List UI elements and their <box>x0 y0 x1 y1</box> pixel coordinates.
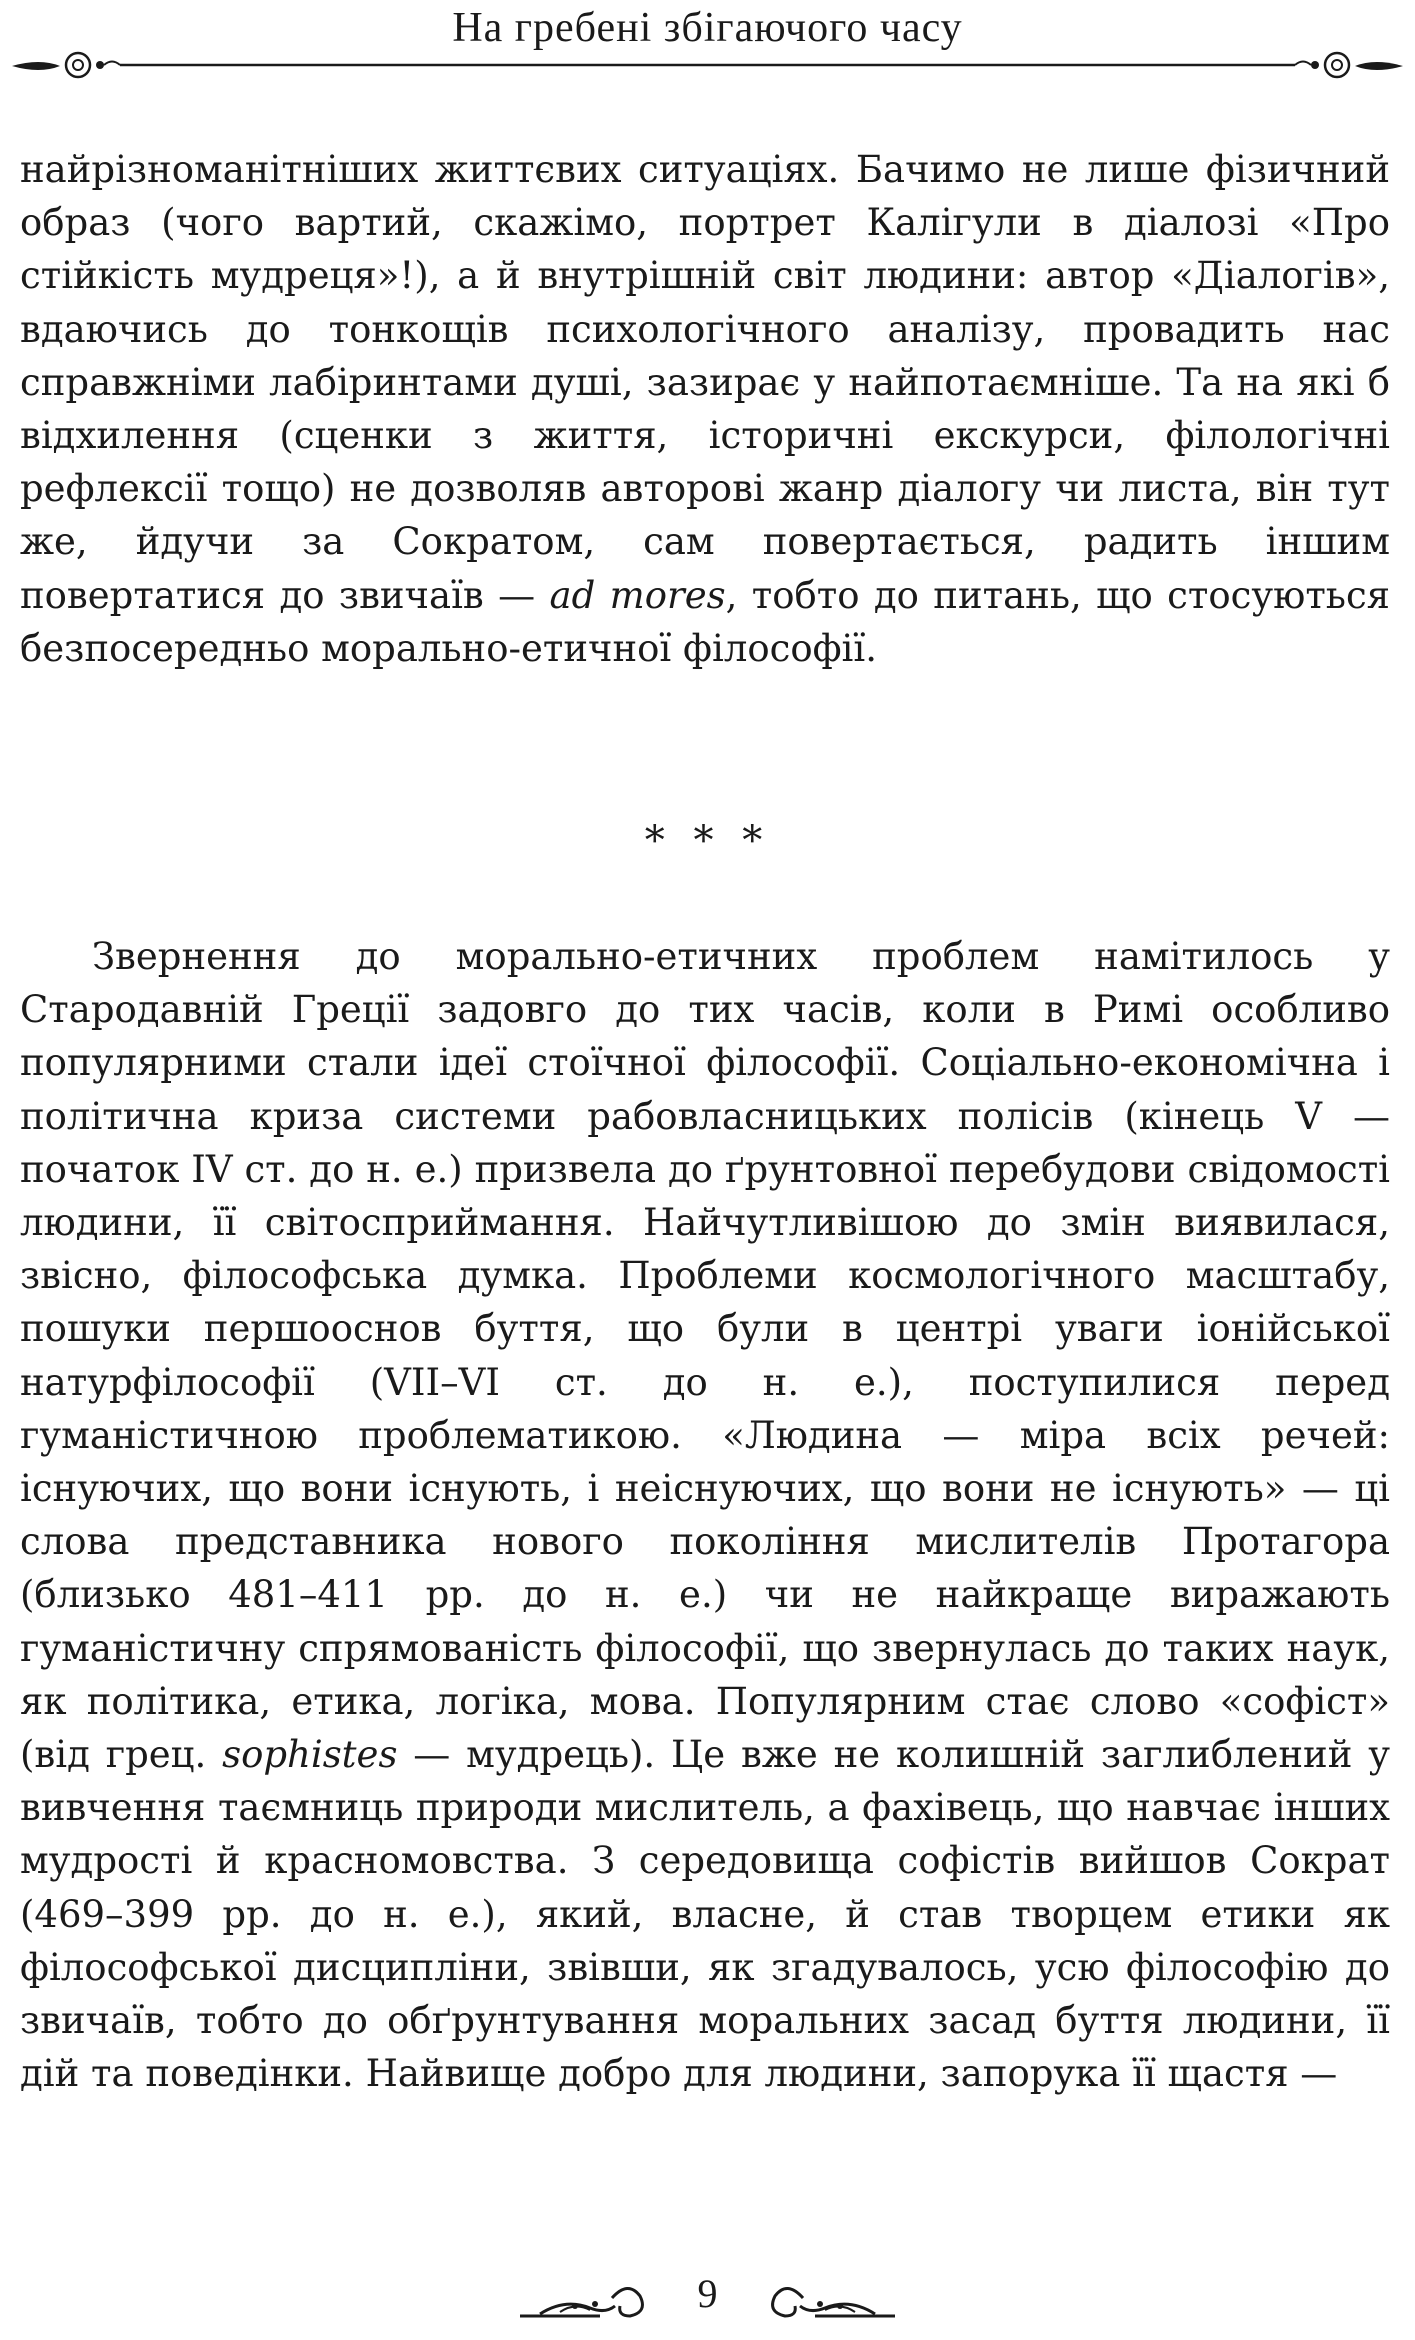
header-right-ornament-icon <box>1295 53 1403 77</box>
paragraph-1 <box>20 143 1390 675</box>
running-title: На гребені збігаючого часу <box>452 5 963 51</box>
section-separator: * * * <box>644 818 771 864</box>
running-header <box>0 0 1415 80</box>
page-number: 9 <box>697 2271 718 2316</box>
paragraph-1-text: найрізноманітніших життєвих ситуаціях. Бачимо не лише фізичний образ (чого вартий, скажімо, портрет Калігули в діалозі «Про стійкість мудреця»!), а й внутрішній світ людини: автор «Діалогів», вдаючись до тонкощів психологічного аналізу, провадить нас справжніми лабіринтами душі, зазирає у найпотаємніше. Та на які б відхилення (сценки з життя, історичні екскурси, філологічні рефлексії тощо) не дозволяв авторові жанр діалогу чи листа, він тут же, йдучи за Сократом, сам повертається, радить іншим повертатися до звичаїв — <box>20 148 1390 617</box>
paragraph-1-italic: ad mores <box>549 573 726 617</box>
paragraph-2-italic: sophistes <box>222 1733 398 1777</box>
page-footer <box>0 2250 1415 2340</box>
paragraph-2-text-end: — мудрець). Це вже не колишній заглиблений у вивчення таємниць природи мислитель, а фахівець, що навчає інших мудрості й красномовства. З середовища софістів вийшов Сократ (469–399 рр. до н. е.), який, власне, й став творцем етики як філософської дисципліни, звівши, як згадувалось, усю філософію до звичаїв, тобто до обґрунтування моральних засад буття людини, її дій та поведінки. Найвище добро для людини, запорука її щастя — <box>20 1733 1390 2096</box>
paragraph-continued <box>20 143 1390 675</box>
paragraph-2 <box>20 930 1390 2100</box>
header-left-ornament-icon <box>12 53 120 77</box>
paragraph-1-text-end: , тобто до питань, що стосуються безпосередньо морально-етичної філософії. <box>20 573 1391 670</box>
paragraph-2-text: Звернення до морально-етичних проблем намітилось у Стародавній Греції задовго до тих часів, коли в Римі особливо популярними стали ідеї стоїчної філософії. Соціально-економічна і політична криза системи рабовласницьких полісів (кінець V — початок IV ст. до н. е.) призвела до ґрунтовної перебудови свідомості людини, її світосприймання. Найчутливішою до змін виявилася, звісно, філософська думка. Проблеми космологічного масштабу, пошуки першооснов буття, що були в центрі уваги іонійської натурфілософії (VII–VI ст. до н. е.), поступилися перед гуманістичною проблематикою. «Людина — міра всіх речей: існуючих, що вони існують, і неіснуючих, що вони не існують» — ці слова представника нового покоління мислителів Протагора (близько 481–411 рр. до н. е.) чи не найкраще виражають гуманістичну спрямованість філософії, що звернулась до таких наук, як політика, етика, логіка, мова. Популярним стає слово «софіст» (від грец. <box>20 935 1390 1777</box>
paragraph-new <box>20 930 1390 2100</box>
